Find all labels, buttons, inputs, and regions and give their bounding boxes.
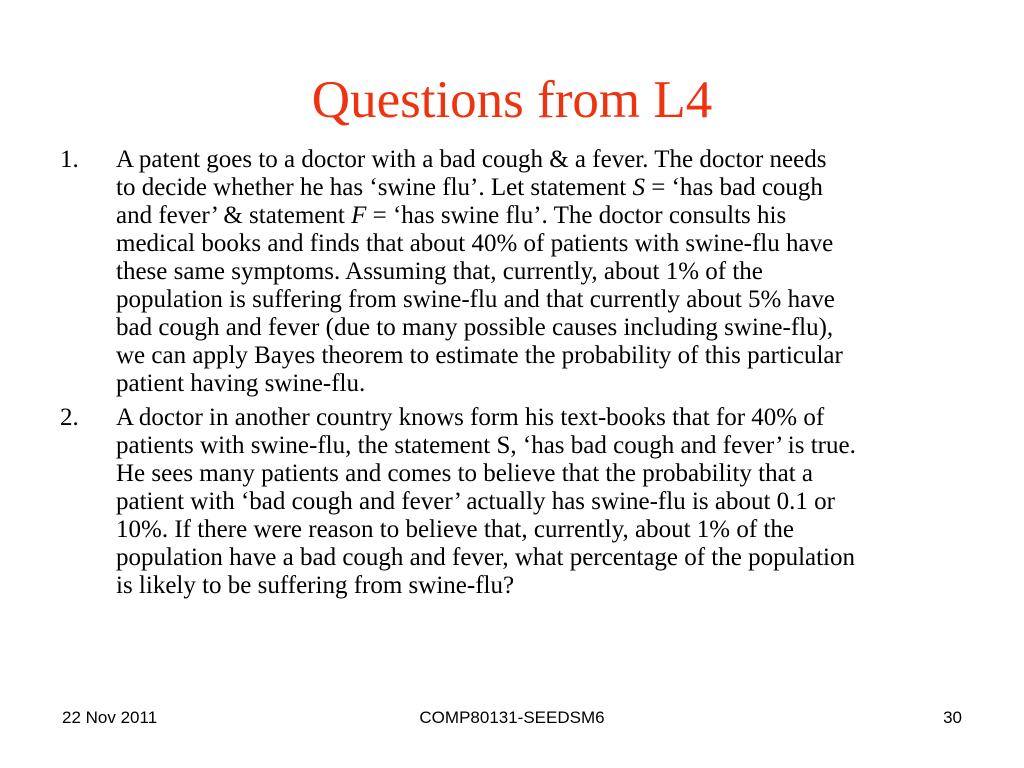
question-line: population have a bad cough and fever, what percentage of the population xyxy=(116,544,856,571)
question-line: 10%. If there were reason to believe that, currently, about 1% of the xyxy=(116,516,794,543)
footer-date: 22 Nov 2011 xyxy=(62,708,158,727)
question-line: population is suffering from swine-flu and that currently about 5% have xyxy=(116,286,835,313)
question-line: to decide whether he has ‘swine flu’. Let statement S = ‘has bad cough xyxy=(116,174,823,201)
question-list xyxy=(60,146,970,606)
question-line: A doctor in another country knows form his text-books that for 40% of xyxy=(116,404,825,431)
page-number: 30 xyxy=(943,708,962,727)
question-line: these same symptoms. Assuming that, currently, about 1% of the xyxy=(116,258,763,285)
footer-course: COMP80131-SEEDSM6 xyxy=(419,708,605,727)
question-line: patient having swine-flu. xyxy=(116,370,366,397)
question-line: He sees many patients and comes to believe that the probability that a xyxy=(116,460,814,487)
question-item xyxy=(60,404,970,600)
variable-f: F xyxy=(351,202,367,229)
question-line: is likely to be suffering from swine-flu? xyxy=(116,572,515,599)
question-line: bad cough and fever (due to many possible causes including swine-flu), xyxy=(116,314,834,341)
question-number: 1. xyxy=(60,146,79,173)
question-item xyxy=(60,146,970,398)
question-line: medical books and finds that about 40% of patients with swine-flu have xyxy=(116,230,834,257)
question-line: and fever’ & statement F = ‘has swine flu’. The doctor consults his xyxy=(116,202,787,229)
question-line: patient with ‘bad cough and fever’ actually has swine-flu is about 0.1 or xyxy=(116,488,835,515)
question-number: 2. xyxy=(60,404,79,431)
slide-title: Questions from L4 xyxy=(311,71,713,129)
question-line: A patent goes to a doctor with a bad cough & a fever. The doctor needs xyxy=(116,146,827,173)
question-line: we can apply Bayes theorem to estimate the probability of this particular xyxy=(116,342,843,369)
question-line: patients with swine-flu, the statement S, ‘has bad cough and fever’ is true. xyxy=(116,432,856,459)
variable-s: S xyxy=(632,174,645,201)
